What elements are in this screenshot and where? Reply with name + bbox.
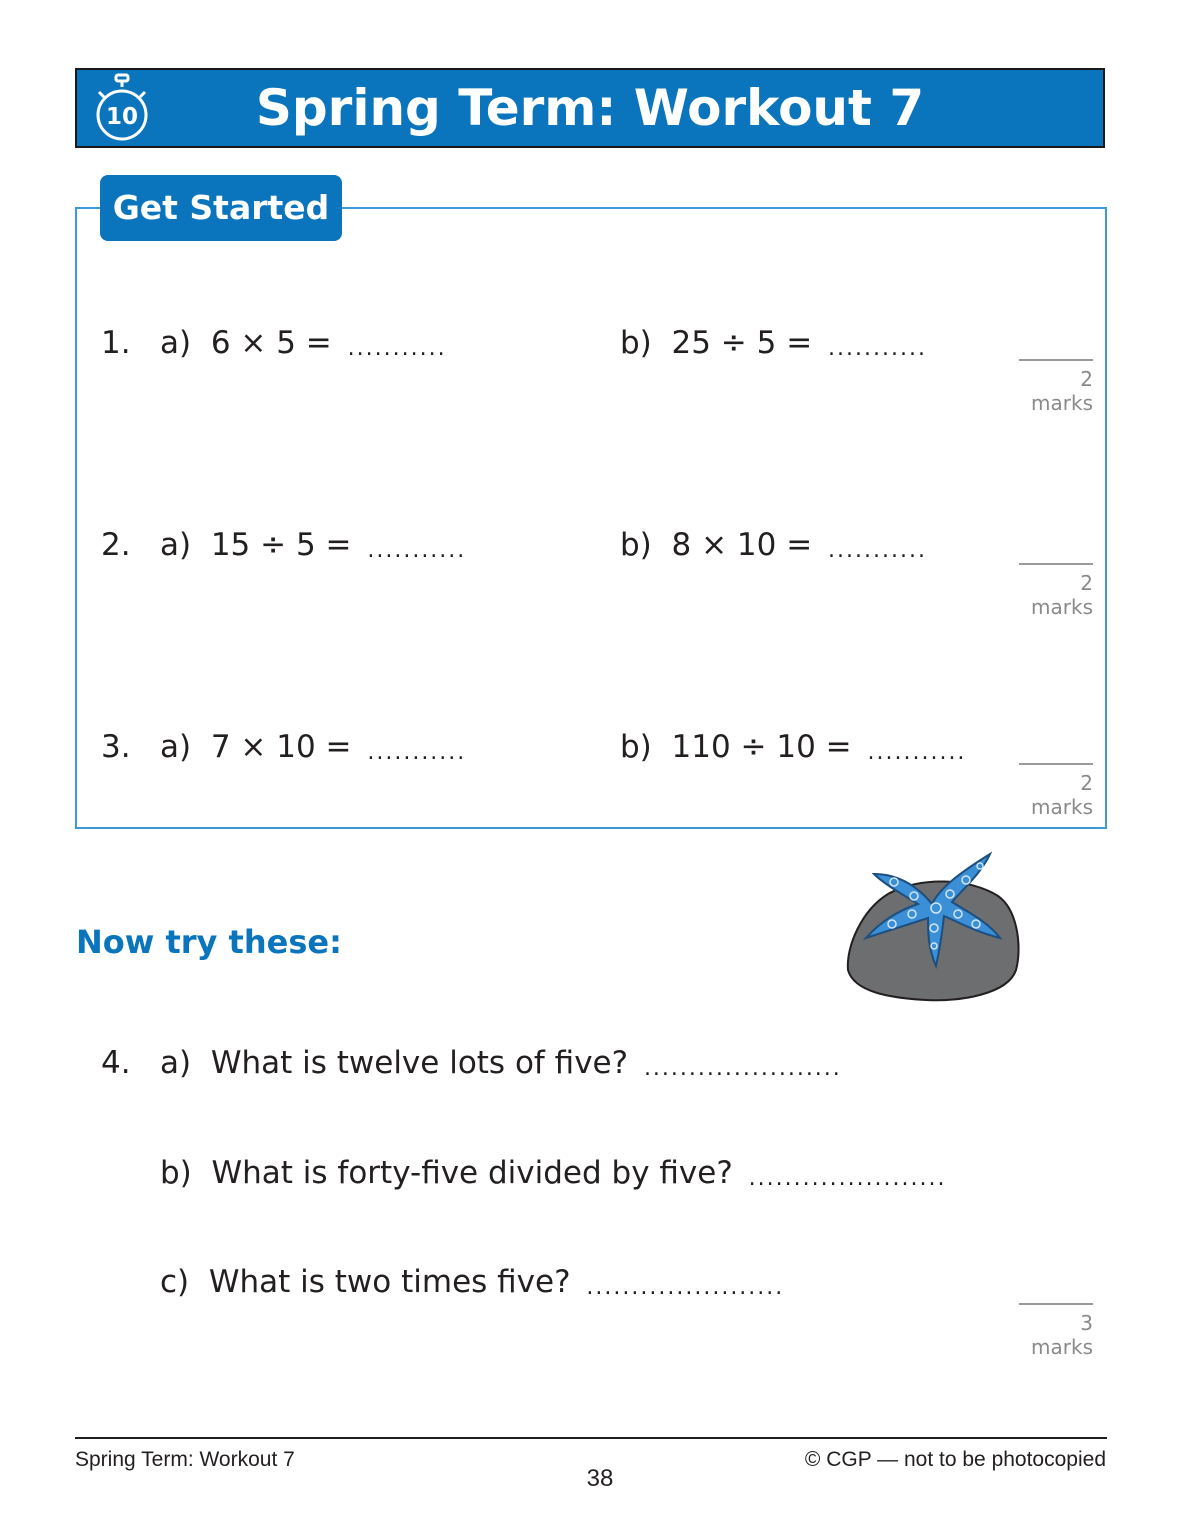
page-number: 38 xyxy=(586,1465,614,1492)
marks-box xyxy=(1019,1303,1093,1359)
copyright-notice: © CGP — not to be photocopied xyxy=(804,1448,1106,1471)
answer-field[interactable]: ........... xyxy=(367,740,467,765)
part-label: a) xyxy=(160,729,192,765)
question-number: 4. xyxy=(101,1045,131,1081)
marks-line xyxy=(1019,359,1093,361)
marks-label: 3 marks xyxy=(1031,1311,1093,1359)
get-started-label: Get Started xyxy=(100,175,342,241)
question-number: 1. xyxy=(101,325,131,361)
part-label: b) xyxy=(620,527,652,563)
expression: 110 ÷ 10 = xyxy=(671,729,852,765)
answer-field[interactable]: ........... xyxy=(867,740,967,765)
marks-box xyxy=(1019,763,1093,819)
question-2b xyxy=(620,525,927,571)
marks-label: 2 marks xyxy=(1031,571,1093,619)
now-try-heading: Now try these: xyxy=(76,923,342,961)
title-bar xyxy=(75,68,1105,148)
part-label: a) xyxy=(160,325,192,361)
marks-line xyxy=(1019,1303,1093,1305)
answer-field[interactable]: ........... xyxy=(828,538,927,563)
question-number: 2. xyxy=(101,527,131,563)
question-3b xyxy=(620,727,966,773)
answer-field[interactable]: ........... xyxy=(367,538,467,563)
page-title: Spring Term: Workout 7 xyxy=(255,79,925,137)
footer-divider xyxy=(75,1437,1107,1439)
part-label: a) xyxy=(160,1045,192,1081)
expression: 25 ÷ 5 = xyxy=(671,325,813,361)
answer-field[interactable]: ...................... xyxy=(586,1275,785,1300)
part-label: a) xyxy=(160,527,192,563)
question-4b xyxy=(160,1153,947,1199)
question-3a xyxy=(160,727,466,773)
timer-label: 10 xyxy=(105,104,139,130)
part-label: b) xyxy=(160,1155,192,1191)
marks-box xyxy=(1019,359,1093,415)
marks-line xyxy=(1019,763,1093,765)
marks-label: 2 marks xyxy=(1031,367,1093,415)
footer-title: Spring Term: Workout 7 xyxy=(75,1448,295,1471)
question-1b xyxy=(620,323,927,369)
answer-field[interactable]: ...................... xyxy=(643,1056,842,1081)
part-label: c) xyxy=(160,1264,190,1300)
question-2a xyxy=(160,525,466,571)
question-text: What is forty-five divided by five? xyxy=(211,1155,733,1191)
question-text: What is two times five? xyxy=(208,1264,571,1300)
expression: 15 ÷ 5 = xyxy=(210,527,352,563)
marks-line xyxy=(1019,563,1093,565)
question-number: 3. xyxy=(101,729,131,765)
question-text: What is twelve lots of five? xyxy=(210,1045,629,1081)
part-label: b) xyxy=(620,729,652,765)
expression: 7 × 10 = xyxy=(210,729,352,765)
expression: 6 × 5 = xyxy=(210,325,332,361)
question-1a xyxy=(160,323,447,369)
answer-field[interactable]: ...................... xyxy=(748,1166,947,1191)
starfish-on-rock-illustration xyxy=(840,848,1025,1006)
part-label: b) xyxy=(620,325,652,361)
question-4a xyxy=(160,1043,842,1089)
answer-field[interactable]: ........... xyxy=(828,336,927,361)
marks-box xyxy=(1019,563,1093,619)
expression: 8 × 10 = xyxy=(671,527,813,563)
answer-field[interactable]: ........... xyxy=(347,336,447,361)
question-4c xyxy=(160,1262,784,1308)
marks-label: 2 marks xyxy=(1031,771,1093,819)
